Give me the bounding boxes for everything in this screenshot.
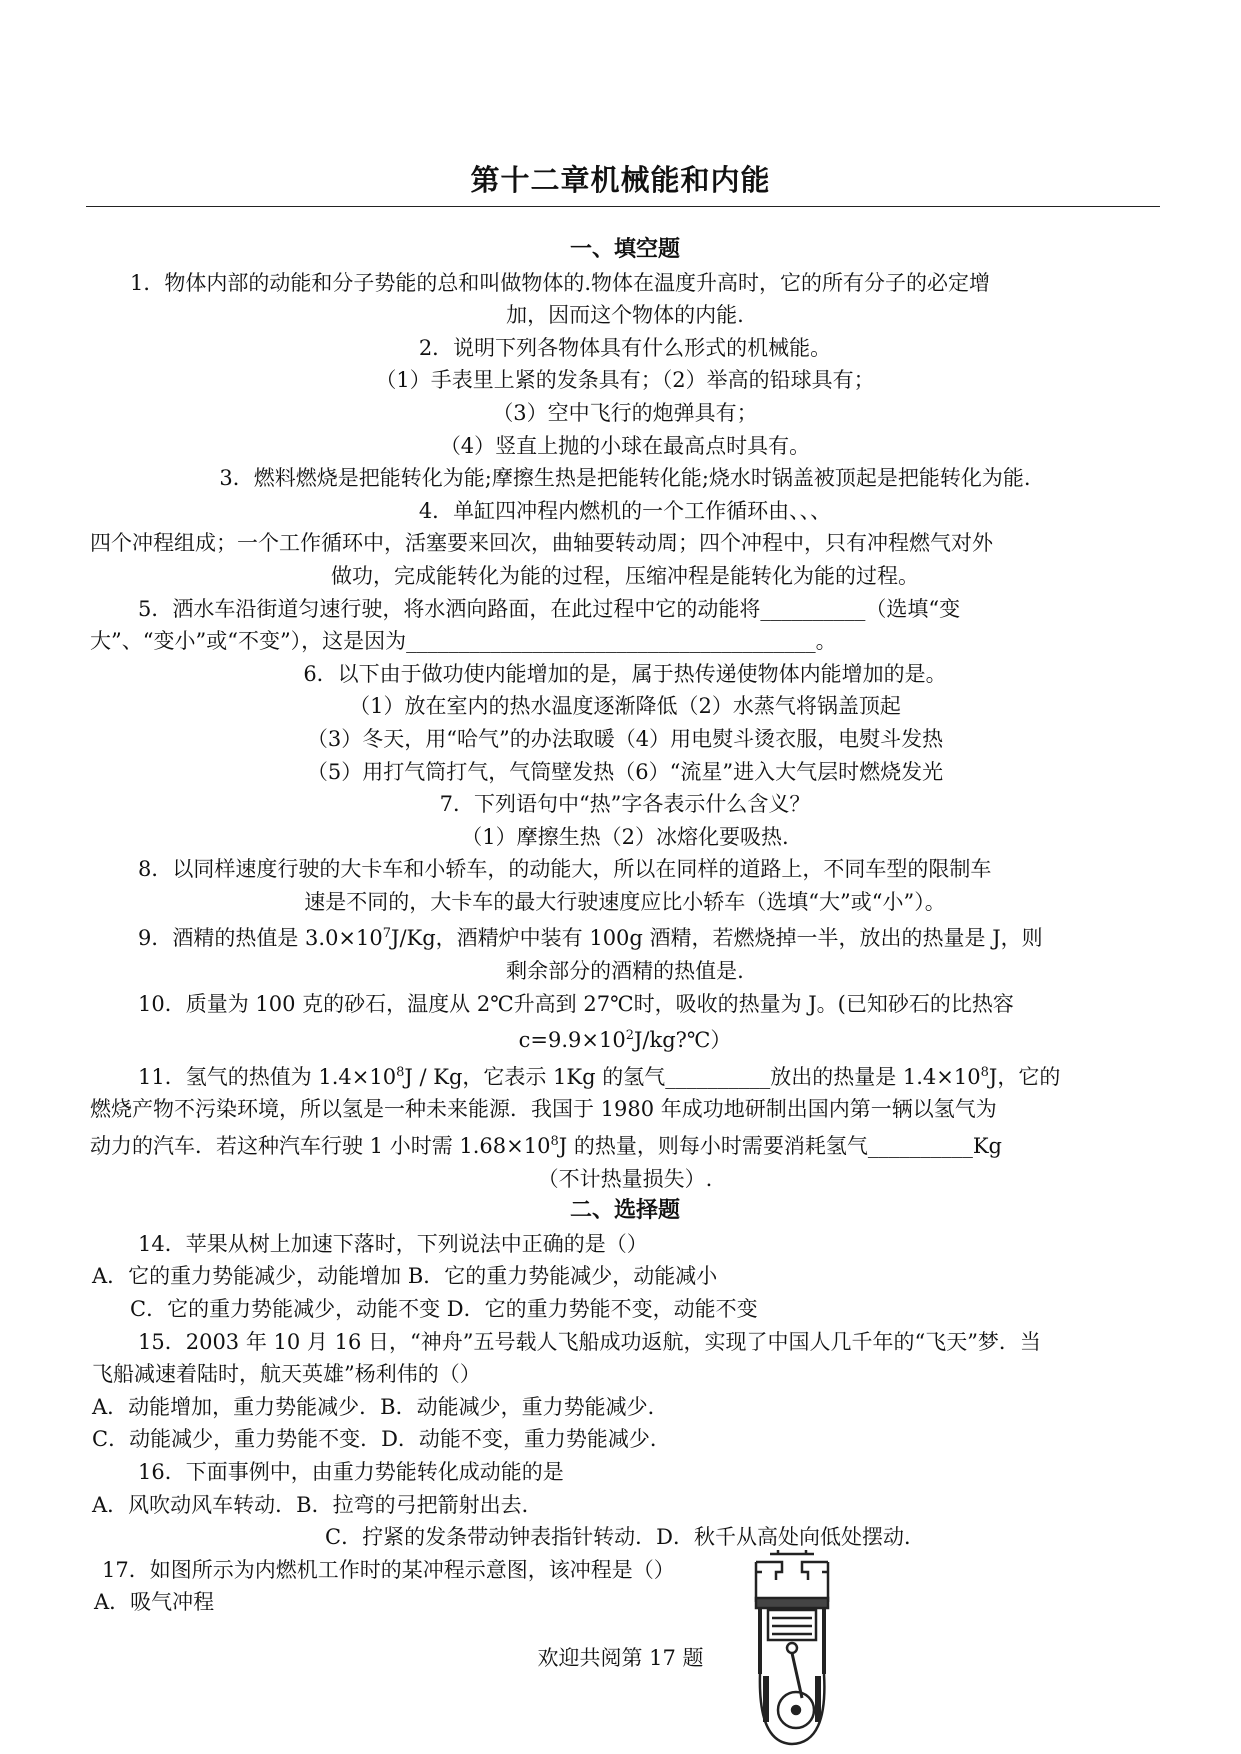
question-6: 6．以下由于做功使内能增加的是，属于热传递使物体内能增加的是。	[303, 661, 947, 686]
question-7-items: （1）摩擦生热（2）冰熔化要吸热.	[461, 824, 789, 849]
question-9-text-b: J/Kg，酒精炉中装有 100g 酒精，若燃烧掉一半，放出的热量是 J，则	[391, 926, 1043, 951]
section-heading-fill: 一、填空题	[569, 237, 680, 262]
question-11-line-2: 燃烧产物不污染环境，所以氢是一种未来能源．我国于 1980 年成功地研制出国内第一辆以氢气为	[90, 1097, 997, 1122]
title-divider	[86, 206, 1160, 207]
question-10-exponent: 2	[625, 1028, 634, 1044]
question-6-options-3: （5）用打气筒打气，气筒壁发热（6）“流星”进入大气层时燃烧发光	[306, 759, 944, 784]
question-9-line-2: 剩余部分的酒精的热值是.	[506, 959, 744, 984]
question-10-text-a: c=9.9×10	[518, 1028, 626, 1053]
question-9-line-1	[90, 918, 1160, 955]
question-10-text-b: J/kg?℃）	[633, 1028, 732, 1053]
question-11-text-b: J / Kg，它表示 1Kg 的氢气__________放出的热量是 1.4×10	[404, 1064, 981, 1089]
question-17-option-a: A．吸气冲程	[94, 1590, 215, 1615]
question-2-item-1: （1）手表里上紧的发条具有；（2）举高的铅球具有；	[375, 368, 875, 393]
question-14: 14．苹果从树上加速下落时，下列说法中正确的是（）	[138, 1231, 648, 1256]
question-6-options-1: （1）放在室内的热水温度逐渐降低（2）水蒸气将锅盖顶起	[349, 694, 901, 719]
question-11-exponent-2: 8	[980, 1064, 989, 1080]
question-1-line-1: 1．物体内部的动能和分子势能的总和叫做物体的.物体在温度升高时，它的所有分子的必定增	[130, 270, 991, 295]
question-16-options-cd: C．拧紧的发条带动钟表指针转动．D．秋千从高处向低处摆动．	[325, 1525, 925, 1550]
question-14-options-ab: A．它的重力势能减少，动能增加 B．它的重力势能减少，动能减小	[92, 1264, 718, 1289]
question-16: 16．下面事例中，由重力势能转化成动能的是	[138, 1459, 564, 1484]
question-4-line-1: 4．单缸四冲程内燃机的一个工作循环由、、、	[418, 498, 832, 523]
question-11-line-4: （不计热量损失）.	[537, 1166, 713, 1191]
question-4-line-3: 做功，完成能转化为能的过程，压缩冲程是能转化为能的过程。	[331, 563, 919, 588]
question-6-options-2: （3）冬天，用“哈气”的办法取暖（4）用电熨斗烫衣服，电熨斗发热	[306, 726, 944, 751]
question-4-line-2: 四个冲程组成；一个工作循环中，活塞要来回次，曲轴要转动周；四个冲程中，只有冲程燃气对外	[90, 531, 993, 556]
section-heading-choice: 二、选择题	[569, 1198, 680, 1224]
question-15-line-1: 15．2003 年 10 月 16 日，“神舟”五号载人飞船成功返航，实现了中国人几千年的“飞天”梦．当	[138, 1329, 1041, 1354]
question-10-line-2	[90, 1020, 1160, 1057]
question-11-line-3	[90, 1126, 1160, 1163]
question-11-text-c: J，它的	[988, 1064, 1061, 1089]
page-footer	[0, 1642, 1241, 1672]
question-15-options-ab: A．动能增加，重力势能减少．B．动能减少，重力势能减少．	[92, 1394, 669, 1419]
question-2-item-2: （3）空中飞行的炮弹具有；	[492, 400, 758, 425]
question-2-item-3: （4）竖直上抛的小球在最高点时具有。	[439, 433, 811, 458]
question-15-options-cd: C．动能减少，重力势能不变．D．动能不变，重力势能减少．	[92, 1427, 671, 1452]
question-7: 7．下列语句中“热”字各表示什么含义？	[439, 792, 811, 817]
question-11-text-a: 11．氢气的热值为 1.4×10	[138, 1064, 397, 1089]
question-11-exponent-1: 8	[396, 1064, 405, 1080]
question-11-text-e: J 的热量，则每小时需要消耗氢气__________Kg	[558, 1134, 1002, 1159]
question-9-exponent: 7	[382, 926, 392, 942]
question-9-text-a: 9．酒精的热值是 3.0×10	[138, 926, 383, 951]
question-15-line-2: 飞船减速着陆时，航天英雄”杨利伟的（）	[92, 1362, 481, 1387]
question-11-text-d: 动力的汽车．若这种汽车行驶 1 小时需 1.68×10	[90, 1134, 551, 1159]
question-17: 17．如图所示为内燃机工作时的某冲程示意图，该冲程是（）	[102, 1557, 675, 1582]
document-body	[90, 234, 1160, 1619]
question-5-line-1: 5．洒水车沿街道匀速行驶，将水洒向路面，在此过程中它的动能将__________（选填“变	[138, 596, 961, 621]
question-8-line-1: 8．以同样速度行驶的大卡车和小轿车，的动能大，所以在同样的道路上，不同车型的限制车	[138, 857, 992, 882]
question-5-line-2: 大”、“变小”或“不变”），这是因为_______________________________________。	[90, 629, 837, 654]
question-11-line-1	[90, 1057, 1160, 1094]
footer-text: 欢迎共阅	[537, 1646, 622, 1670]
question-3: 3．燃料燃烧是把能转化为能;摩擦生热是把能转化能;烧水时锅盖被顶起是把能转化为能.	[219, 466, 1031, 491]
question-14-options-cd: C．它的重力势能减少，动能不变 D．它的重力势能不变，动能不变	[130, 1297, 758, 1321]
question-16-options-ab: A．风吹动风车转动．B．拉弯的弓把箭射出去．	[92, 1492, 543, 1517]
question-2: 2．说明下列各物体具有什么形式的机械能。	[418, 335, 832, 360]
question-10-line-1: 10．质量为 100 克的砂石，温度从 2℃升高到 27℃时，吸收的热量为 J。(已知砂石的比热容	[138, 991, 1014, 1016]
question-1-line-2: 加，因而这个物体的内能.	[506, 303, 744, 328]
question-11-exponent-3: 8	[550, 1134, 559, 1150]
figure-caption: 第 17 题	[621, 1646, 704, 1670]
page-title: 第十二章机械能和内能	[470, 163, 771, 197]
question-8-line-2: 速是不同的，大卡车的最大行驶速度应比小轿车（选填“大”或“小”）。	[304, 889, 946, 914]
